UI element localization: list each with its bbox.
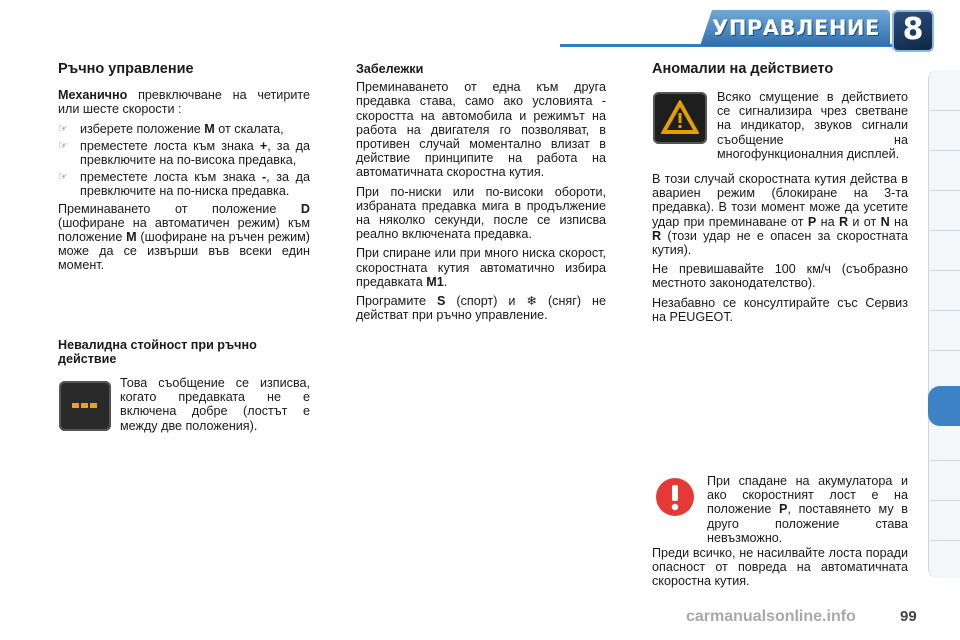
list-item [58,139,310,167]
paragraph-programs [356,294,606,322]
intro-bold: Механично [58,88,128,103]
column-manual-control [58,62,310,278]
watermark: carmanualsonline.info [686,608,856,625]
chapter-tab-divider [930,540,960,541]
gear-key: + [259,138,268,153]
gear-key: M [204,121,215,136]
paragraph-degraded-mode [652,172,908,257]
display-dashes-icon [59,381,111,431]
chapter-tab-divider [930,350,960,351]
paragraph-text: (спорт) и [445,294,527,309]
snowflake-icon: ❄ [526,294,537,309]
paragraph-text: и от [848,214,881,229]
chapter-tab-divider [930,460,960,461]
section-heading: Невалидна стойност при ръчно действие [58,338,257,367]
paragraph-battery [707,474,908,545]
chapter-tab-divider [930,230,960,231]
paragraph-text: В този случай скоростната кутия действа в авариен режим (блокиране на 3-та предавка). В този момент може да усетите удар при преминаване от [652,172,908,229]
chapter-tab-rail [928,70,960,578]
paragraph-text: (сняг) не действат при ръчно управление. [356,294,606,323]
gear-key: P [779,502,788,517]
gear-key: R [652,228,662,243]
list-item [58,122,310,136]
mode-switch-paragraph [58,202,310,273]
chapter-tab-active[interactable] [928,386,960,426]
bullet-text: изберете положение [80,121,205,136]
chapter-tab-divider [930,190,960,191]
gear-key: D [300,201,310,216]
paragraph-text: (шофиране на ръчен режим) може да се извърши във всеки един момент. [58,230,310,273]
chapter-tab-divider [930,150,960,151]
warning-triangle-icon [653,92,707,144]
paragraph-text: При по-ниски или по-високи обороти, избраната предавка мига в продължение на няколко секунди, после се изписва реално включената предавка. [356,184,606,242]
column-notes [356,62,606,327]
paragraph-m1 [356,246,606,289]
intro-paragraph [58,88,310,116]
bullet-text: , за да превключите на по-ниска предавка. [80,170,310,199]
exclamation-icon [654,476,696,518]
section-heading: Забележки [356,62,424,76]
intro-text: превключване на четирите или шесте скорости : [58,88,310,117]
paragraph-text: (този удар не е опасен за скоростната кутия). [652,228,908,258]
warning-text [717,90,908,166]
paragraph-text: Незабавно се консултирайте със Сервиз на PEUGEOT. [652,295,908,324]
paragraph-text: При спадане на акумулатора и ако скоростният лост е на положение [707,474,908,517]
paragraph-text: на [889,214,908,229]
chapter-tab-divider [930,110,960,111]
section-heading: Ръчно управление [58,61,194,77]
column-anomalies [652,62,908,81]
gear-key: M [126,230,137,245]
program-key: S [436,294,446,309]
paragraph-text: Програмите [356,294,437,309]
chapter-tab-divider [930,270,960,271]
paragraph-text: (шофиране на автоматичен режим) към положение [58,215,310,245]
caution-text [652,546,908,594]
pointer-icon: ☞ [58,122,68,135]
pointer-icon: ☞ [58,139,68,152]
pointer-icon: ☞ [58,171,68,184]
bullet-text: , за да превключите на по-висока предавка, [80,138,310,168]
paragraph-text: Преминаването от една към друга предавка става, само ако условията - скоростта на автомобила и режимът на работа на двигателя го позволяват, в противен случай моментално влизат в действие принципите на работа на автоматичната скоростна кутия. [356,80,606,180]
bullet-text: от скалата, [214,121,284,136]
paragraph-text: Всяко смущение в действието се сигнализира чрез светване на индикатор, звуков сигнали съобщение на многофункционалния дисплей. [717,90,908,161]
paragraph-text: При спиране или при много ниска скорост, скоростната кутия автоматично избира предавката [356,246,606,289]
paragraph-text: Не превишавайте 100 км/ч (съобразно местното законодателство). [652,262,908,291]
paragraph-text: . [443,274,448,289]
gear-key: R [838,214,849,229]
invalid-value-text [120,376,310,438]
gear-key: - [261,170,267,185]
paragraph-text: Преминаването от положение [58,201,301,216]
paragraph-text: на [816,214,839,229]
gear-key: M1 [426,274,444,289]
paragraph-text: Преди всичко, не насилвайте лоста поради опасност от повреда на автоматичната скоростна кутия. [652,546,908,589]
invalid-value-section [58,338,310,371]
paragraph-text: , поставянето му в друго положение става невъзможно. [707,502,908,545]
page-title: УПРАВЛЕНИЕ [712,16,880,40]
bullet-text: преместете лоста към знака [80,138,260,153]
list-item [58,170,310,198]
anomalies-body [652,172,908,329]
chapter-number: 8 [902,12,924,47]
chapter-tab-divider [930,500,960,501]
section-heading: Аномалии на действието [652,61,834,77]
page-number: 99 [900,608,917,625]
gear-key: N [880,214,890,229]
paragraph-text: Това съобщение се изписва, когато предавката не е включена добре (лостът е между две положения). [120,376,310,433]
bullet-text: преместете лоста към знака [80,170,262,185]
gear-key: P [807,214,817,229]
chapter-tab-divider [930,310,960,311]
battery-text [707,474,908,550]
